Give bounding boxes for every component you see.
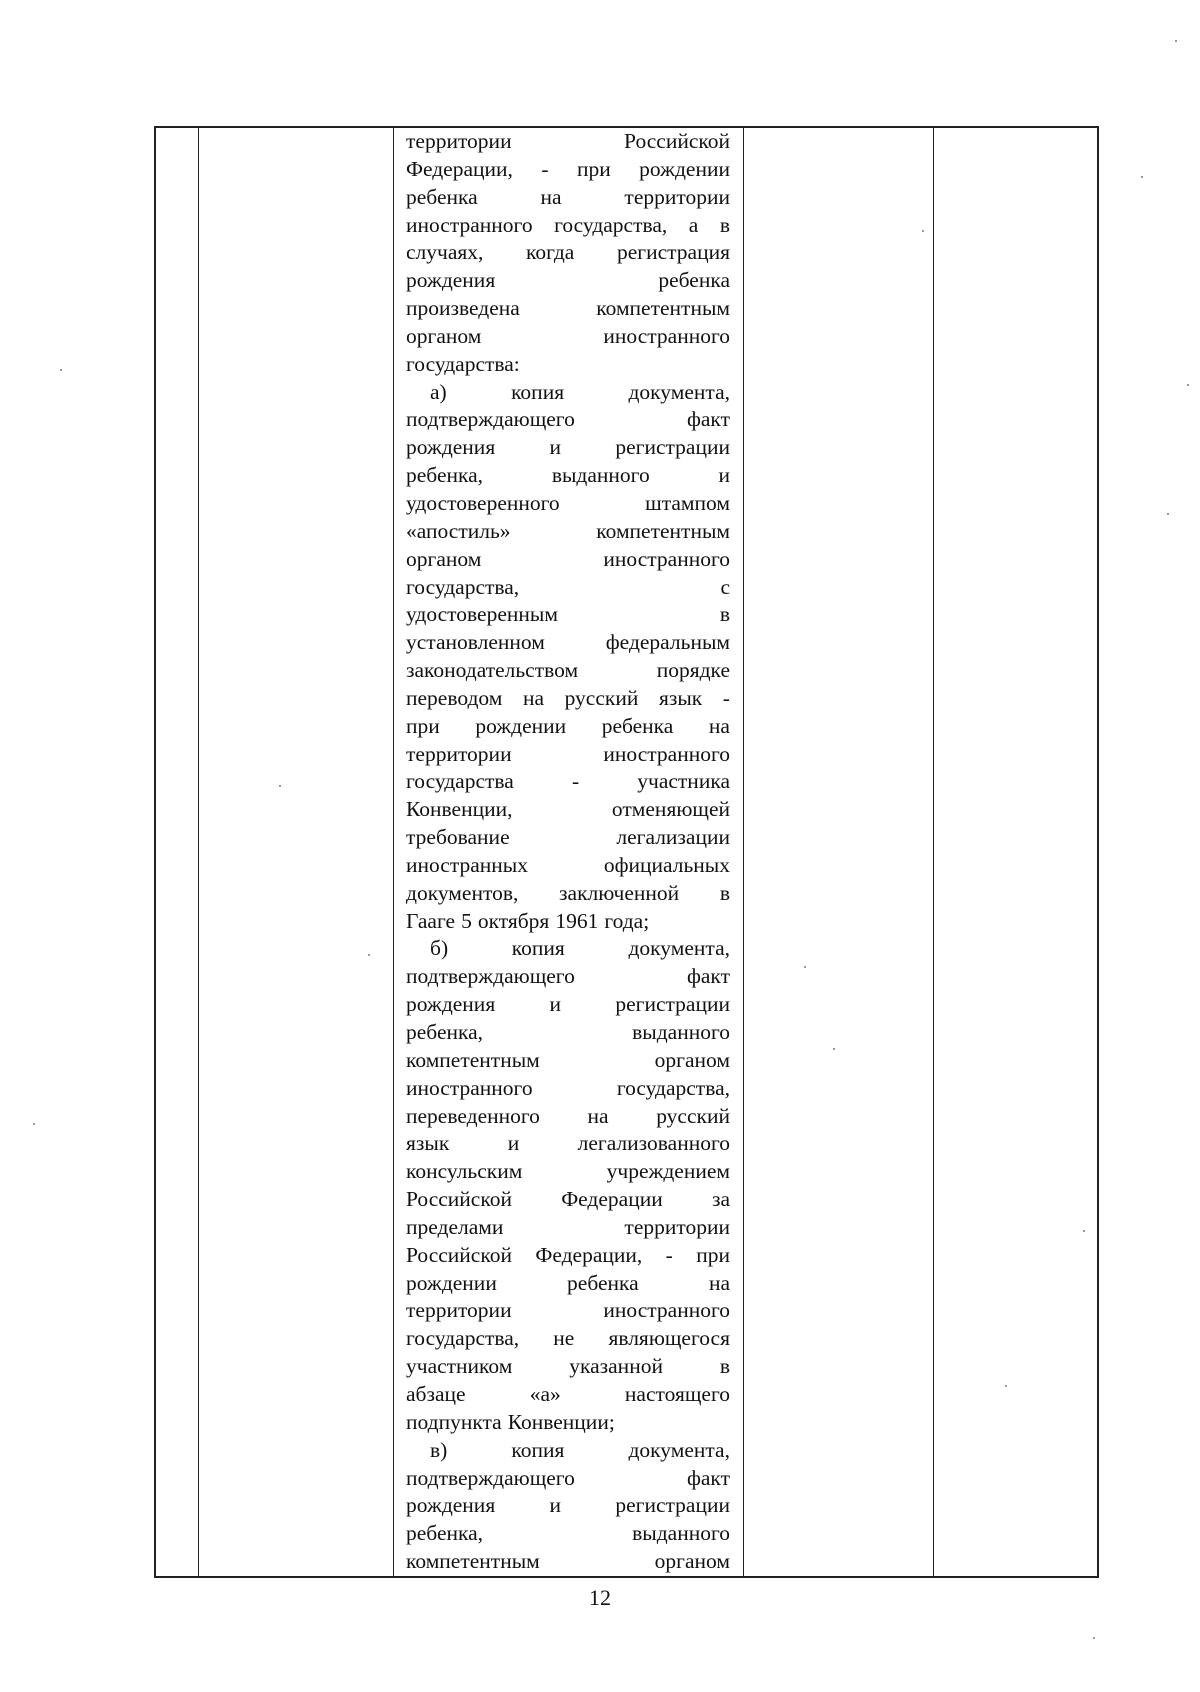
word: выданного (632, 1020, 730, 1044)
word: рождения (406, 1493, 496, 1518)
scan-speck (1093, 1637, 1095, 1639)
word: подтверждающего (406, 1465, 575, 1490)
word: ребенка (601, 713, 674, 738)
word: октября (477, 908, 550, 933)
text-line (406, 295, 730, 323)
word: органом (406, 546, 482, 571)
word: Федерации (561, 1187, 663, 1212)
word: рождения (406, 435, 496, 460)
word: случаях, (406, 240, 484, 265)
text-line (406, 1103, 730, 1131)
scan-speck (804, 966, 806, 968)
word: документа, (628, 936, 730, 961)
scan-speck (1083, 1230, 1085, 1232)
word: регистрации (615, 435, 730, 460)
word: в (719, 602, 730, 627)
word: Федерации, (406, 156, 513, 181)
word: регистрации (615, 1493, 730, 1518)
word: копия (511, 936, 565, 961)
word: переводом (406, 685, 503, 710)
word: русский (656, 1103, 730, 1128)
word: требование (406, 825, 510, 850)
text-line (406, 713, 730, 741)
text-line (406, 768, 730, 796)
scan-speck (1187, 384, 1189, 386)
word: с (720, 574, 730, 599)
text-line (406, 1492, 730, 1520)
word: и (549, 992, 562, 1017)
word: русский (564, 685, 639, 710)
word: регистрация (616, 240, 730, 265)
word: законодательством (406, 658, 579, 683)
word: и (718, 463, 730, 488)
column-divider-2 (393, 128, 394, 1576)
word: Российской (406, 1187, 512, 1212)
word: территории (406, 129, 512, 153)
scan-speck (368, 954, 370, 956)
text-line (406, 518, 730, 546)
text-line (406, 657, 730, 685)
word: и (507, 1131, 520, 1156)
word: на (708, 1270, 730, 1295)
word: факт (686, 407, 730, 432)
word: документа, (628, 1437, 730, 1462)
word: государства, (406, 574, 520, 599)
word: язык (658, 685, 703, 710)
text-line (406, 1158, 730, 1186)
word: Федерации, (535, 1242, 643, 1267)
word: территории (624, 1214, 730, 1239)
word: подпункта (406, 1409, 502, 1434)
scan-speck (1005, 1385, 1007, 1387)
text-line (406, 434, 730, 462)
word: при (576, 156, 611, 181)
word: при (406, 713, 440, 738)
word: когда (526, 240, 575, 265)
text-line (406, 963, 730, 991)
word: на (587, 1103, 609, 1128)
column-divider-3 (743, 128, 744, 1576)
text-line (406, 546, 730, 574)
word: рождении (475, 713, 567, 738)
word: б) (430, 936, 449, 961)
scan-speck (1141, 176, 1143, 178)
word: Российской (406, 1242, 512, 1267)
text-line (406, 184, 730, 212)
word: в (719, 1354, 730, 1379)
word: документа, (628, 379, 730, 404)
word: территории (406, 1298, 512, 1323)
word: и (549, 435, 562, 460)
word: регистрации (615, 992, 730, 1017)
word: удостоверенным (406, 602, 558, 627)
word: за (711, 1187, 730, 1212)
text-line (406, 1548, 730, 1576)
text-line (406, 601, 730, 629)
word: государства, (616, 1075, 730, 1100)
word: настоящего (624, 1381, 730, 1406)
word: Гааге (406, 908, 456, 933)
text-line (406, 880, 730, 908)
word: легализованного (577, 1131, 730, 1156)
word: легализации (616, 825, 730, 850)
word: удостоверенного (406, 490, 560, 515)
word: документов, (406, 880, 519, 905)
word: в) (430, 1437, 448, 1462)
text-line (406, 1520, 730, 1548)
word: официальных (603, 852, 730, 877)
word: рождения (406, 268, 496, 293)
column-divider-1 (198, 128, 199, 1576)
word: органом (654, 1047, 730, 1072)
word: ребенка (567, 1270, 639, 1295)
text-line (406, 1186, 730, 1214)
text-line (406, 239, 730, 267)
text-line (406, 574, 730, 602)
word: компетентным (406, 1549, 540, 1574)
text-line (406, 1381, 730, 1409)
text-line (406, 1019, 730, 1047)
word: абзаце (406, 1381, 466, 1406)
word: участника (637, 769, 730, 794)
word: - (722, 685, 730, 710)
word: иностранного (603, 323, 730, 348)
word: копия (511, 379, 565, 404)
text-line (406, 852, 730, 880)
word: «апостиль» (406, 518, 511, 543)
word: произведена (406, 296, 520, 321)
scan-speck (279, 785, 281, 787)
word: выданного (632, 1521, 730, 1546)
word: подтверждающего (406, 407, 575, 432)
word: компетентным (406, 1047, 540, 1072)
text-line (406, 406, 730, 434)
word: при (696, 1242, 730, 1267)
word: государства: (406, 351, 520, 376)
word: факт (686, 964, 730, 989)
scan-speck (33, 1123, 35, 1125)
scan-speck (1175, 40, 1177, 42)
text-line (406, 1297, 730, 1325)
text-line (406, 796, 730, 824)
word: в (719, 212, 730, 237)
word: иностранного (603, 1298, 730, 1323)
text-line (406, 490, 730, 518)
text-line (406, 156, 730, 184)
text-line (406, 267, 730, 295)
word: а) (430, 379, 447, 404)
word: иностранного (603, 546, 730, 571)
word: года; (604, 908, 650, 933)
word: иностранного (603, 741, 730, 766)
word: ребенка (658, 268, 730, 293)
text-line (406, 1047, 730, 1075)
word: 5 (461, 908, 472, 933)
word: являющегося (608, 1326, 730, 1351)
word: язык (406, 1131, 450, 1156)
scan-speck (922, 230, 924, 232)
text-line (406, 128, 730, 156)
word: копия (511, 1437, 565, 1462)
column-divider-4 (933, 128, 934, 1576)
word: на (522, 685, 545, 710)
word: штампом (645, 490, 730, 515)
text-line (406, 1465, 730, 1493)
word: 1961 (555, 908, 599, 933)
word: участником (406, 1354, 513, 1379)
text-line (406, 323, 730, 351)
word: порядке (656, 658, 730, 683)
word: на (708, 713, 730, 738)
page-number: 12 (589, 1585, 611, 1610)
text-line (406, 1270, 730, 1298)
word: учреждением (606, 1159, 730, 1184)
text-line (406, 1214, 730, 1242)
text-line (406, 1353, 730, 1381)
text-line (406, 824, 730, 852)
word: консульским (406, 1159, 523, 1184)
word: установленном (406, 630, 545, 655)
word: выданного (551, 463, 650, 488)
word: не (553, 1326, 575, 1351)
word: отменяющей (611, 797, 730, 822)
document-table (154, 126, 1099, 1578)
word: федеральным (605, 630, 730, 655)
word: в (719, 880, 730, 905)
text-line (406, 1325, 730, 1353)
scan-speck (60, 369, 62, 371)
word: рождении (639, 156, 730, 181)
word: иностранных (406, 852, 528, 877)
text-line (406, 462, 730, 490)
word: компетентным (596, 518, 730, 543)
word: заключенной (559, 880, 680, 905)
word: подтверждающего (406, 964, 575, 989)
word: государства, (554, 212, 668, 237)
text-line (406, 1409, 730, 1437)
text-line (406, 1242, 730, 1270)
text-line (406, 1075, 730, 1103)
text-line (406, 685, 730, 713)
word: Российской (624, 129, 730, 153)
word: ребенка, (406, 1020, 484, 1044)
table-cell-text (406, 128, 730, 1578)
text-line (406, 351, 730, 379)
word: а (688, 212, 699, 237)
word: органом (406, 323, 482, 348)
word: государства (406, 769, 514, 794)
word: - (541, 156, 549, 181)
text-line (406, 1437, 730, 1465)
word: Конвенции, (406, 797, 513, 822)
word: пределами (406, 1214, 504, 1239)
text-line (406, 379, 730, 407)
word: ребенка, (406, 463, 484, 488)
text-line (406, 991, 730, 1019)
word: переведенного (406, 1103, 540, 1128)
scan-speck (833, 1048, 835, 1050)
word: - (571, 769, 580, 794)
word: на (540, 184, 562, 209)
text-line (406, 1130, 730, 1158)
word: указанной (569, 1354, 663, 1379)
text-line (406, 741, 730, 769)
word: рождения (406, 992, 496, 1017)
text-line (406, 212, 730, 240)
word: - (665, 1242, 673, 1267)
word: рождении (406, 1270, 497, 1295)
word: ребенка (406, 184, 478, 209)
word: государства, (406, 1326, 520, 1351)
word: иностранного (406, 212, 533, 237)
word: факт (686, 1465, 730, 1490)
word: органом (654, 1549, 730, 1574)
word: компетентным (596, 296, 730, 321)
word: ребенка, (406, 1521, 484, 1546)
word: территории (624, 184, 730, 209)
scan-speck (1167, 513, 1169, 515)
word: иностранного (406, 1075, 533, 1100)
word: и (549, 1493, 562, 1518)
text-line (406, 935, 730, 963)
word: территории (406, 741, 512, 766)
text-line (406, 629, 730, 657)
word: Конвенции; (507, 1409, 615, 1434)
word: «а» (529, 1381, 561, 1406)
text-line (406, 908, 730, 936)
